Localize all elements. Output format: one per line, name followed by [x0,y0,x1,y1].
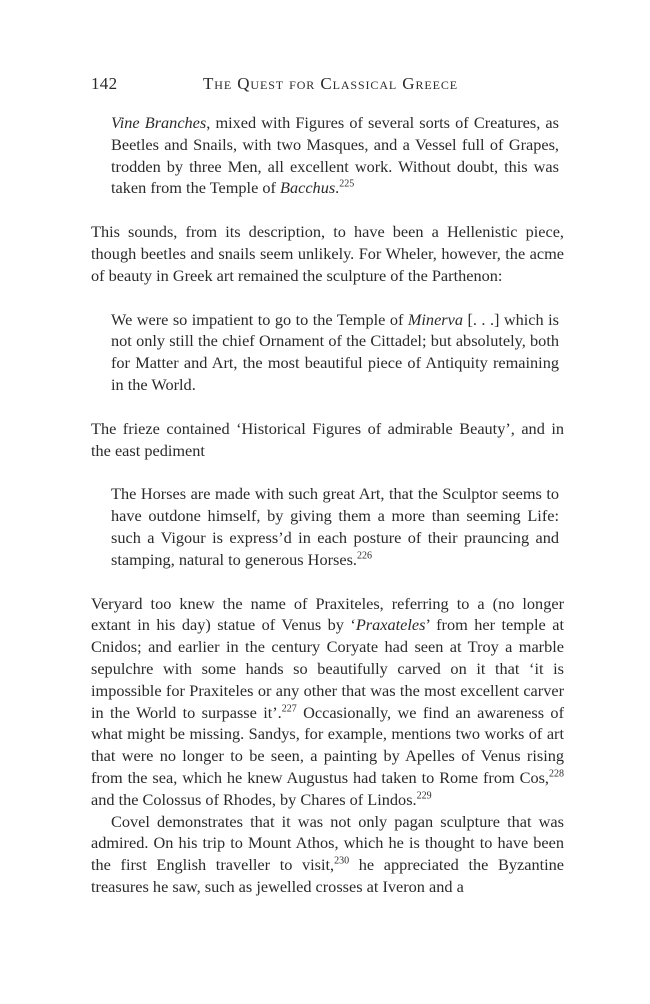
quote-text: . [335,178,340,198]
italic-text: Praxateles [355,615,426,635]
running-head [91,74,564,102]
footnote-ref-230[interactable]: 230 [334,855,350,867]
body-text: Occasionally, we find an awareness of what might be missing. Sandys, for example, mentions two works of art that were no longer to be seen, a painting by Apelles of Venus rising from the sea, which he knew Augustus had taken to Rome from Cos, [91,702,564,787]
block-quote-vine-branches [111,112,559,199]
footnote-ref-228[interactable]: 228 [549,768,564,780]
body-text: and the Colossus of Rhodes, by Chares of Lindos. [91,789,417,809]
book-page [91,74,564,898]
quote-text: The Horses are made with such great Art, that the Sculptor seems to have outdone himself, by giving them a more than seeming Life: such a Vigour is express’d in each posture of their prauncing and stamping, natural to generous Horses. [111,484,559,569]
paragraph-frieze: The frieze contained ‘Historical Figures of admirable Beauty’, and in the east pediment [91,418,564,460]
paragraph-covel [91,811,564,898]
footnote-ref-229[interactable]: 229 [416,790,432,802]
running-title: The Quest for Classical Greece [203,74,458,93]
block-quote-minerva [111,309,559,396]
footnote-ref-225[interactable]: 225 [339,178,355,190]
body-text: Veryard too knew the name of Praxiteles, referring to a (no longer extant in his day) statue of Venus by ‘ [91,593,564,635]
body-text: he appreciated the Byzantine treasures he saw, such as jewelled crosses at Iveron and a [91,855,564,896]
page-number: 142 [91,74,118,93]
italic-text: Minerva [407,309,463,329]
quote-text: , mixed with Figures of several sorts of Creatures, as Beetles and Snails, with two Masques, and a Vessel full of Grapes, trodden by three Men, all excellent work. Without doubt, this was taken from the Temple of [111,113,559,198]
quote-text: [. . .] which is not only still the chief Ornament of the Cittadel; but absolutely, both for Matter and Art, the most beautiful piece of Antiquity remaining in the World. [111,309,559,394]
paragraph-hellenistic: This sounds, from its description, to have been a Hellenistic piece, though beetles and snails seem unlikely. For Wheler, however, the acme of beauty in Greek art remained the sculpture of the Parthenon: [91,222,564,285]
paragraph-praxiteles [91,593,564,811]
footnote-ref-226[interactable]: 226 [356,550,372,562]
block-quote-horses [111,483,559,570]
italic-text: Vine Branches [111,113,207,132]
quote-text: We were so impatient to go to the Temple of [111,309,408,329]
body-text: ’ from her temple at Cnidos; and earlier in the century Coryate had seen at Troy a marble sepulchre with some hands so beautifully carved on it that ‘it is impossible for Praxiteles or any other that was the most excellent carver in the World to surpasse it’. [91,615,564,722]
body-text: Covel demonstrates that it was not only pagan sculpture that was admired. On his trip to Mount Athos, which he is thought to have been the first English traveller to visit, [91,811,564,875]
footnote-ref-227[interactable]: 227 [281,703,297,715]
italic-text: Bacchus [280,178,336,198]
